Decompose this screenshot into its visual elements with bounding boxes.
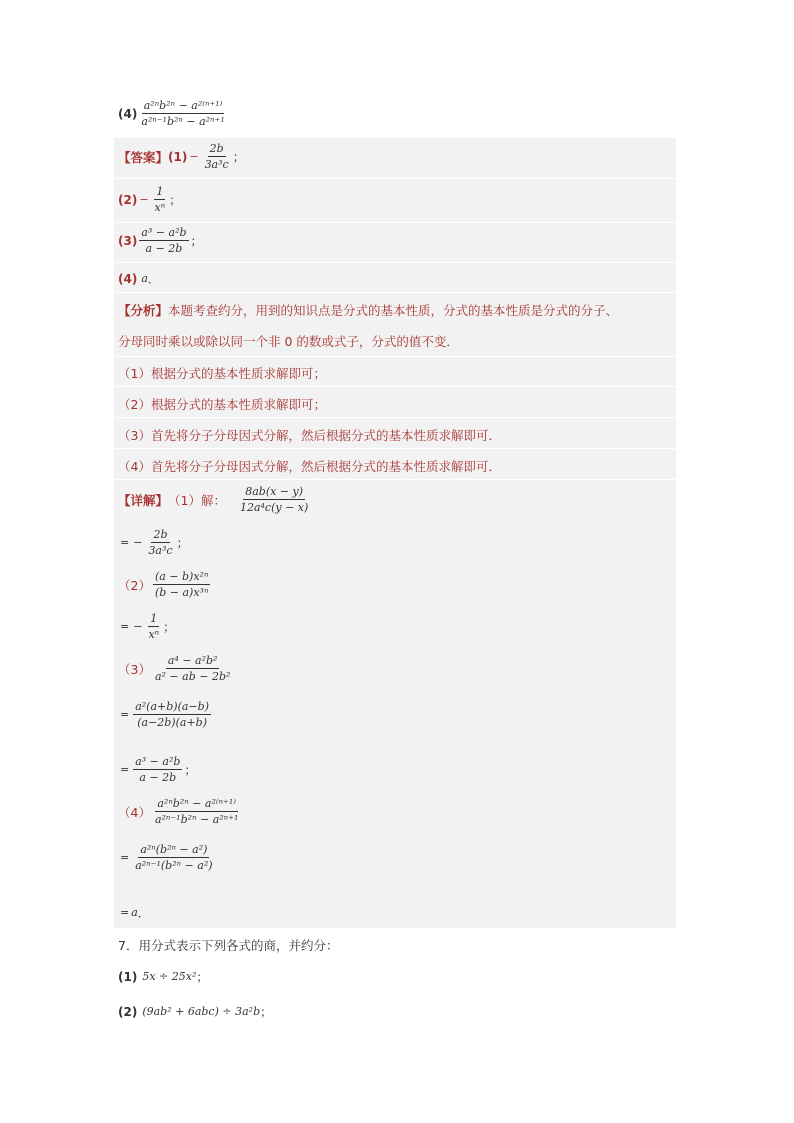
semicolon: ； xyxy=(176,536,189,550)
detail-2-label: （2） xyxy=(118,577,151,593)
detail-s4-numerator: a²ⁿ(b²ⁿ − a²) xyxy=(140,843,208,856)
answer-1-label: (1) xyxy=(168,149,188,164)
answer-2-fraction xyxy=(153,185,168,214)
analysis-step-4 xyxy=(118,457,501,475)
detail-tag: 【详解】 xyxy=(118,492,169,508)
row-divider xyxy=(114,356,676,357)
q4-numerator: a²ⁿb²ⁿ − a²⁽ⁿ⁺¹⁾ xyxy=(143,99,223,112)
row-divider xyxy=(114,417,676,418)
q4-label: (4) xyxy=(118,106,138,121)
answer-2-label: (2) xyxy=(118,192,138,207)
semicolon: ； xyxy=(163,620,176,634)
detail-4-label: （4） xyxy=(118,804,151,820)
detail-3-numerator: a⁴ − a²b² xyxy=(167,654,218,667)
analysis-step-3 xyxy=(118,426,501,444)
answer-3-numerator: a³ − a²b xyxy=(141,226,187,239)
answer-3-denominator: a − 2b xyxy=(145,242,183,255)
detail-2-numerator: (a − b)x²ⁿ xyxy=(154,570,209,583)
q7-1-end: ； xyxy=(196,970,209,984)
row-divider xyxy=(114,386,676,387)
detail-4-numerator: a²ⁿb²ⁿ − a²⁽ⁿ⁺¹⁾ xyxy=(157,797,236,810)
detail-2-denominator: (b − a)x³ⁿ xyxy=(154,586,209,599)
detail-result-3 xyxy=(118,755,196,784)
answer-1-denominator: 3a³c xyxy=(204,158,229,171)
detail-r4-expr: a xyxy=(131,906,138,919)
detail-s4-denominator: a²ⁿ⁻¹(b²ⁿ − a²) xyxy=(135,859,213,872)
q7-2-label: (2) xyxy=(118,1004,138,1019)
detail-step-4 xyxy=(118,843,217,872)
detail-4-fraction xyxy=(153,797,240,826)
answer-2-denominator: xⁿ xyxy=(154,201,166,214)
detail-r3-numerator: a³ − a²b xyxy=(135,755,181,768)
analysis-tag: 【分析】 xyxy=(118,303,169,318)
answer-4-expr: a xyxy=(141,272,148,285)
row-divider xyxy=(114,292,676,293)
q7-1-expr: 5x ÷ 25x² xyxy=(142,970,197,983)
answer-1-numerator: 2b xyxy=(209,142,224,155)
period: ． xyxy=(137,906,150,920)
q4-denominator: a²ⁿ⁻¹b²ⁿ − a²ⁿ⁺¹ xyxy=(141,115,225,128)
detail-part-3 xyxy=(118,654,234,683)
equals-sign: = xyxy=(120,906,130,919)
detail-r1-denominator: 3a³c xyxy=(148,544,173,557)
semicolon: ； xyxy=(184,763,197,777)
row-divider xyxy=(114,479,676,480)
answer-1-sign: − xyxy=(189,150,199,163)
answer-tag: 【答案】 xyxy=(118,149,169,165)
detail-part-2 xyxy=(118,570,212,599)
detail-s4-fraction xyxy=(133,843,214,872)
analysis-line-2 xyxy=(118,332,459,350)
q4-fraction xyxy=(139,99,226,128)
detail-s3-numerator: a²(a+b)(a−b) xyxy=(135,700,209,713)
answer-2-end: ； xyxy=(169,193,182,207)
detail-r3-fraction xyxy=(133,755,182,784)
q7-part-1 xyxy=(118,968,208,985)
detail-result-4 xyxy=(118,904,150,921)
equals-sign: = xyxy=(120,708,130,721)
detail-3-denominator: a² − ab − 2b² xyxy=(154,670,231,683)
analysis-step-2-text: （2）根据分式的基本性质求解即可； xyxy=(118,397,326,412)
detail-1-label: （1）解： xyxy=(168,492,226,508)
detail-part-4 xyxy=(118,797,242,826)
detail-r2-denominator: xⁿ xyxy=(148,628,160,641)
detail-r1-numerator: 2b xyxy=(153,528,168,541)
detail-2-fraction xyxy=(153,570,210,599)
analysis-text-2: 分母同时乘以或除以同一个非 0 的数或式子，分式的值不变． xyxy=(118,334,459,349)
answer-3-fraction xyxy=(139,226,188,255)
detail-3-label: （3） xyxy=(118,661,151,677)
analysis-step-1-text: （1）根据分式的基本性质求解即可； xyxy=(118,366,326,381)
analysis-text-1: 本题考查约分，用到的知识点是分式的基本性质，分式的基本性质是分式的分子、 xyxy=(168,303,619,318)
detail-1-numerator: 8ab(x − y) xyxy=(245,485,304,498)
minus-sign: − xyxy=(133,536,143,549)
row-divider xyxy=(114,178,676,179)
detail-r2-fraction xyxy=(146,612,161,641)
answer-4-label: (4) xyxy=(118,271,138,286)
equals-sign: = xyxy=(120,620,130,633)
detail-s3-fraction xyxy=(133,700,211,729)
q7-2-expr: (9ab² + 6abc) ÷ 3a²b xyxy=(142,1005,261,1018)
answer-3-label: (3) xyxy=(118,233,138,248)
detail-r3-denominator: a − 2b xyxy=(139,771,177,784)
q7-part-2 xyxy=(118,1003,272,1020)
answer-item-4 xyxy=(118,270,160,287)
detail-r2-numerator: 1 xyxy=(150,612,158,625)
detail-s3-denominator: (a−2b)(a+b) xyxy=(137,716,208,729)
detail-4-denominator: a²ⁿ⁻¹b²ⁿ − a²ⁿ⁺¹ xyxy=(154,813,239,826)
answer-item-2 xyxy=(118,185,181,214)
row-divider xyxy=(114,222,676,223)
answer-2-sign: − xyxy=(139,193,149,206)
answer-item-3 xyxy=(118,226,203,255)
detail-part-1 xyxy=(118,485,312,514)
detail-result-2 xyxy=(118,612,175,641)
answer-1-fraction xyxy=(203,142,231,171)
q7-title-text: 7．用分式表示下列各式的商，并约分： xyxy=(118,938,339,953)
analysis-line-1 xyxy=(118,301,618,319)
detail-1-fraction xyxy=(238,485,310,514)
q7-title xyxy=(118,936,338,954)
q7-1-label: (1) xyxy=(118,969,138,984)
analysis-step-4-text: （4）首先将分子分母因式分解，然后根据分式的基本性质求解即可． xyxy=(118,459,501,474)
analysis-step-1 xyxy=(118,364,326,382)
equals-sign: = xyxy=(120,536,130,549)
detail-1-denominator: 12a⁴c(y − x) xyxy=(239,501,309,514)
minus-sign: − xyxy=(133,620,143,633)
answer-3-end: ； xyxy=(190,234,203,248)
q4-prompt xyxy=(118,99,229,128)
row-divider xyxy=(114,448,676,449)
detail-step-3 xyxy=(118,700,213,729)
detail-3-fraction xyxy=(153,654,232,683)
answer-2-numerator: 1 xyxy=(156,185,164,198)
analysis-step-3-text: （3）首先将分子分母因式分解，然后根据分式的基本性质求解即可． xyxy=(118,428,501,443)
answer-1-end: ； xyxy=(232,150,245,164)
detail-r1-fraction xyxy=(146,528,174,557)
row-divider xyxy=(114,262,676,263)
detail-result-1 xyxy=(118,528,189,557)
q7-2-end: ； xyxy=(260,1005,273,1019)
analysis-step-2 xyxy=(118,395,326,413)
answer-4-end: ． xyxy=(147,272,160,286)
equals-sign: = xyxy=(120,763,130,776)
answer-item-1 xyxy=(118,142,245,171)
equals-sign: = xyxy=(120,851,130,864)
